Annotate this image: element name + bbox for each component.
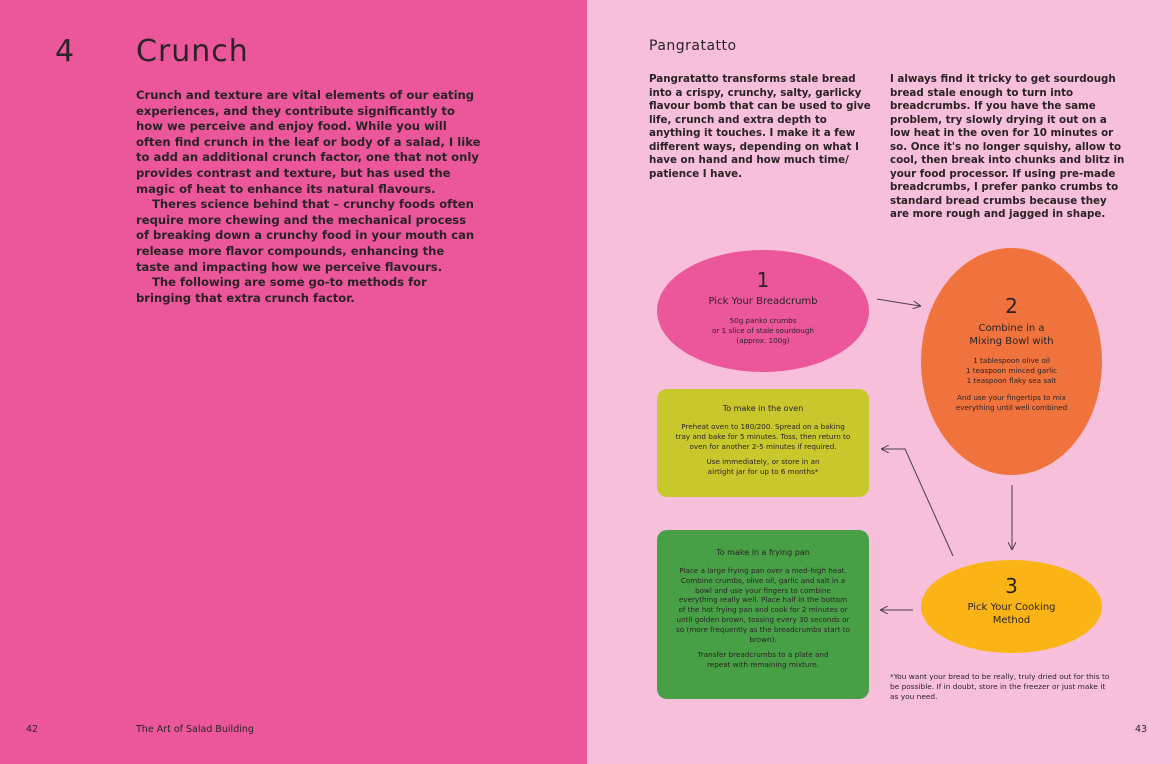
step2-note: And use your fingertips to mix everything until well combined	[955, 393, 1068, 413]
step3-label: Pick Your Cooking Method	[967, 602, 1056, 626]
oven-storage: Use immediately, or store in an airtight jar for up to 6 months*	[706, 457, 820, 477]
step2-detail: 1 teaspoon minced garlic	[965, 365, 1058, 375]
chapter-title: Crunch	[136, 34, 249, 69]
step1-ellipse	[657, 250, 869, 372]
pan-finish: Transfer breadcrumbs to a plate and repeat with remaining mixture.	[697, 650, 829, 670]
step1-label: Pick Your Breadcrumb	[708, 296, 818, 307]
footnote: *You want your bread to be really, truly dried out for this to be possible. If in doubt, store in the freezer or just make it as you need.	[890, 672, 1110, 701]
step3-ellipse	[921, 560, 1102, 653]
step1-detail: 50g panko crumbs	[729, 316, 797, 325]
book-title: The Art of Salad Building	[136, 724, 254, 735]
intro-paragraph: The following are some go-to methods for bringing that extra crunch factor.	[136, 275, 427, 305]
oven-instructions: Preheat oven to 180/200. Spread on a baking tray and bake for 5 minutes. Toss, then return to oven for another 2-5 minutes if required.	[675, 422, 851, 451]
intro-paragraph: Theres science behind that – crunchy foods often require more chewing and the mechanical process of breaking down a crunchy food in your mouth can release more flavor compounds, enhancing the taste and impacting how we perceive flavours.	[136, 197, 475, 274]
step2-label: Combine in a Mixing Bowl with	[969, 323, 1054, 347]
intro-text	[136, 88, 481, 306]
step1-number: 1	[756, 268, 770, 292]
section-title: Pangratatto	[649, 38, 737, 54]
body-column-1: Pangratatto transforms stale bread into a crispy, crunchy, salty, garlicky flavour bomb that can be used to give life, crunch and extra depth to anything it touches. I make it a few different ways, depending on what I have on hand and how much time/ patience I have.	[649, 73, 871, 180]
pan-method-box	[657, 530, 869, 699]
body-column-2: I always find it tricky to get sourdough bread stale enough to turn into breadcrumbs. If you have the same problem, try slowly drying it out on a low heat in the oven for 10 minutes or so. Once it's no longer squishy, allow to cool, then break into chunks and blitz in your food processor. If using pre-made breadcrumbs, I prefer panko crumbs to standard bread crumbs because they are more rough and jagged in shape.	[890, 73, 1125, 220]
step2-number: 2	[1005, 294, 1018, 318]
step2-detail: 1 teaspoon flaky sea salt	[966, 375, 1057, 385]
step3-number: 3	[1005, 574, 1018, 598]
step1-detail: or 1 slice of stale sourdough	[712, 325, 814, 335]
pan-title: To make in a frying pan	[716, 548, 810, 557]
pan-instructions: Place a large frying pan over a med-high heat. Combine crumbs, olive oil, garlic and salt in a bowl and use your fingers to combine everything really well. Place half in the bottom of the hot frying pan and cook for 2 minutes or until golden brown, tossing every 30 seconds or so (more frequently as the breadcrumbs start to brown).	[676, 566, 850, 644]
chapter-number: 4	[55, 34, 76, 69]
page-number-right: 43	[1135, 724, 1148, 735]
step1-detail: (approx. 100g)	[736, 335, 790, 345]
step2-detail: 1 tablespoon olive oil	[973, 356, 1050, 365]
oven-title: To make in the oven	[722, 404, 804, 413]
page-number-left: 42	[26, 724, 39, 735]
oven-method-box	[657, 389, 869, 497]
step2-ellipse	[921, 248, 1102, 475]
intro-paragraph: Crunch and texture are vital elements of our eating experiences, and they contribute significantly to how we perceive and enjoy food. While you will often find crunch in the leaf or body of a salad, I like to add an additional crunch factor, one that not only provides contrast and texture, but has used the magic of heat to enhance its natural flavours.	[136, 88, 481, 196]
